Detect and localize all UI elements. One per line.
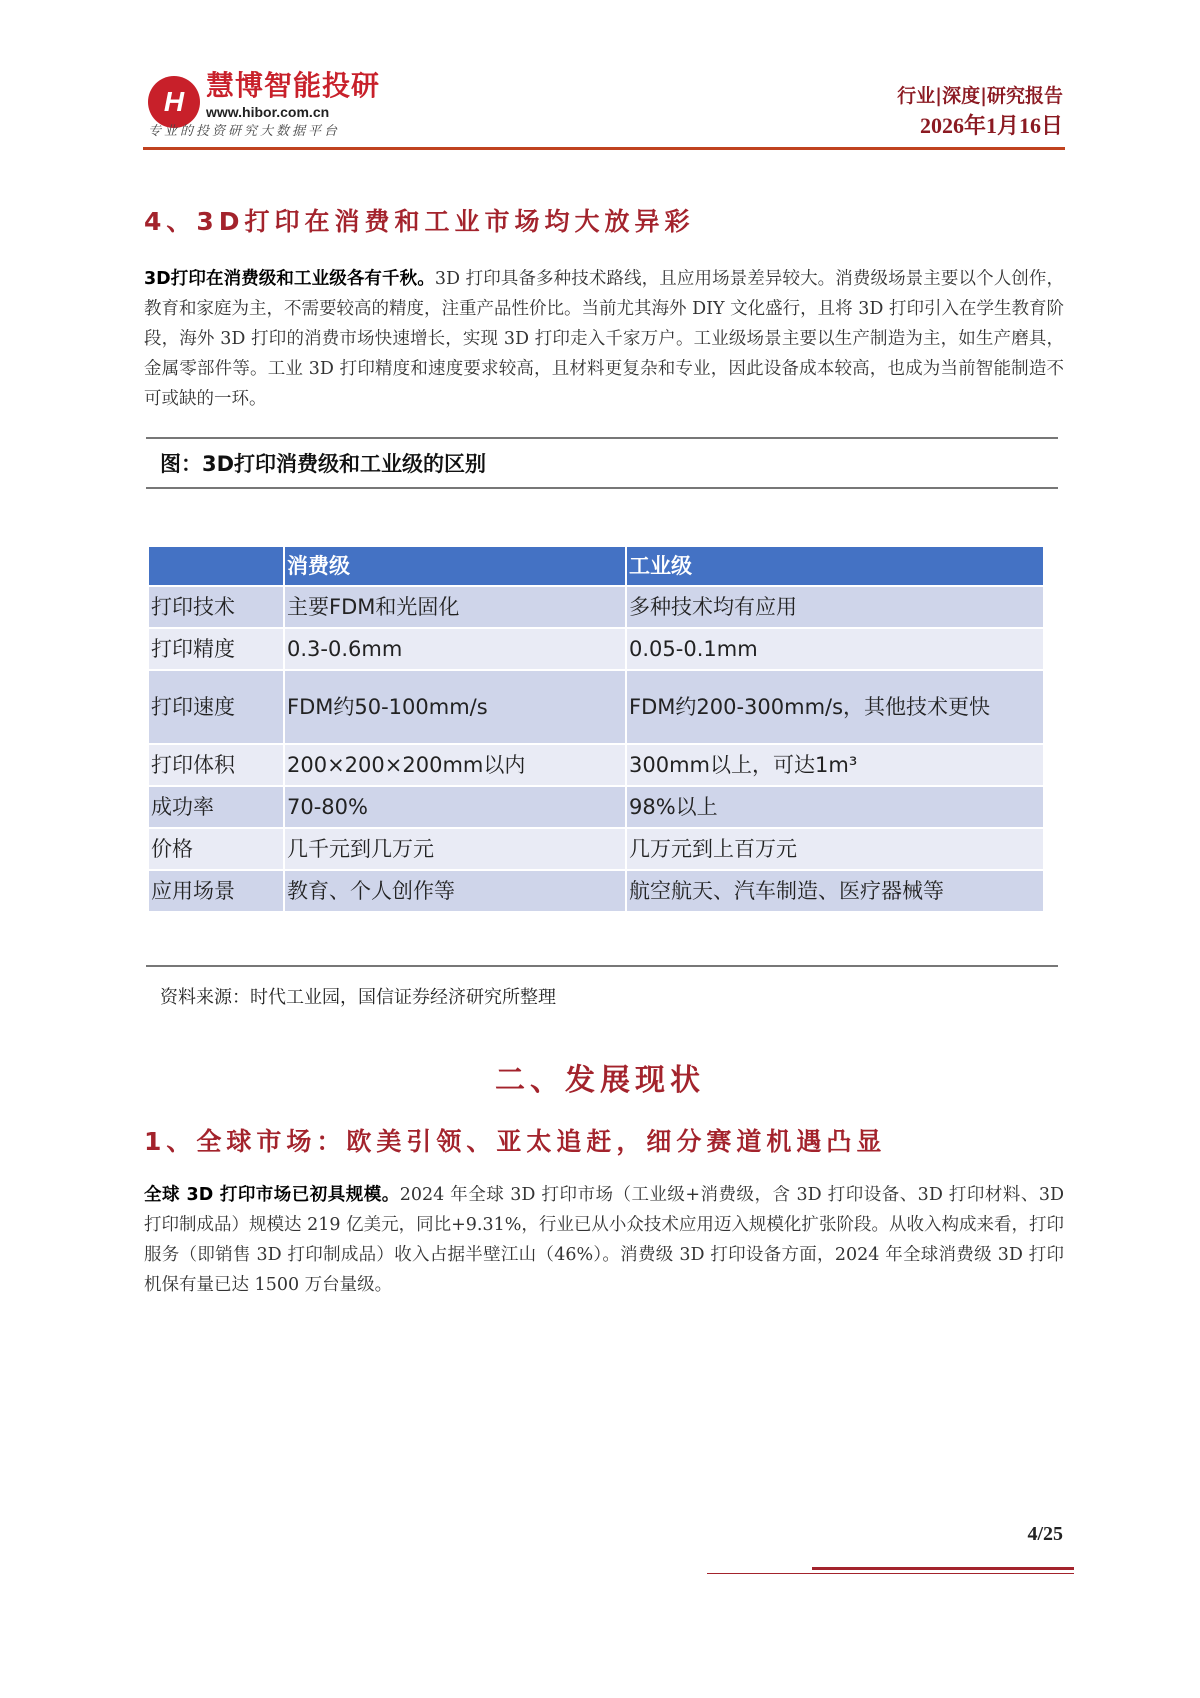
paragraph — [144, 1180, 1064, 1300]
header-cell: 消费级 — [285, 547, 625, 585]
table-cell: 航空航天、汽车制造、医疗器械等 — [627, 871, 1043, 911]
logo-mark: H — [148, 76, 200, 128]
page-number: 4/25 — [1027, 1523, 1063, 1545]
table-cell: 0.3-0.6mm — [285, 629, 625, 669]
header-cell: 工业级 — [627, 547, 1043, 585]
figure-title-rule — [146, 487, 1058, 489]
section-heading: 1、全球市场：欧美引领、亚太追赶，细分赛道机遇凸显 — [144, 1127, 887, 1156]
table-cell: 几万元到上百万元 — [627, 829, 1043, 869]
chapter-heading: 二、发展现状 — [495, 1063, 705, 1098]
logo-url: www.hibor.com.cn — [206, 104, 330, 120]
table-cell: 几千元到几万元 — [285, 829, 625, 869]
figure-top-rule — [146, 437, 1058, 439]
paragraph-body: 3D 打印具备多种技术路线，且应用场景差异较大。消费级场景主要以个人创作，教育和家庭为主，不需要较高的精度，注重产品性价比。当前尤其海外 DIY 文化盛行，且将 3D 打印引入在学生教育阶段，海外 3D 打印的消费市场快速增长，实现 3D 打印走入千家万户。工业级场景主要以生产制造为主，如生产磨具，金属零部件等。工业 3D 打印精度和速度要求较高，且材料更复杂和专业，因此设备成本较高，也成为当前智能制造不可或缺的一环。 — [144, 269, 1064, 409]
table-cell: 0.05-0.1mm — [627, 629, 1043, 669]
section-heading: 4、3D打印在消费和工业市场均大放异彩 — [144, 207, 695, 236]
footer-line-accent — [812, 1567, 1074, 1570]
table-cell: 70-80% — [285, 787, 625, 827]
logo-name: 慧博智能投研 — [206, 69, 381, 102]
table-row — [149, 871, 1043, 911]
row-label: 打印精度 — [149, 629, 283, 669]
table-cell: 300mm以上，可达1m³ — [627, 745, 1043, 785]
table-cell: 多种技术均有应用 — [627, 587, 1043, 627]
figure-source: 资料来源：时代工业园，国信证券经济研究所整理 — [160, 987, 556, 1008]
report-type: 行业|深度|研究报告 — [897, 85, 1063, 107]
table-cell: FDM约50-100mm/s — [285, 671, 625, 743]
report-date: 2026年1月16日 — [919, 113, 1063, 138]
header-divider — [143, 147, 1065, 150]
table-cell: 教育、个人创作等 — [285, 871, 625, 911]
table-cell: 主要FDM和光固化 — [285, 587, 625, 627]
comparison-table — [147, 545, 1045, 913]
row-label: 应用场景 — [149, 871, 283, 911]
table-row — [149, 587, 1043, 627]
paragraph-body: 2024 年全球 3D 打印市场（工业级+消费级，含 3D 打印设备、3D 打印材料、3D 打印制成品）规模达 219 亿美元，同比+9.31%，行业已从小众技术应用迈入规模化扩张阶段。从收入构成来看，打印服务（即销售 3D 打印制成品）收入占据半壁江山（46%）。消费级 3D 打印设备方面，2024 年全球消费级 3D 打印机保有量已达 1500 万台量级。 — [144, 1185, 1064, 1295]
paragraph-lead: 全球 3D 打印市场已初具规模。 — [144, 1185, 400, 1205]
row-label: 价格 — [149, 829, 283, 869]
figure-bottom-rule — [146, 965, 1058, 967]
table-cell: 200×200×200mm以内 — [285, 745, 625, 785]
logo-slogan: 专业的投资研究大数据平台 — [148, 124, 341, 139]
figure-title: 图：3D打印消费级和工业级的区别 — [160, 452, 487, 476]
row-label: 打印体积 — [149, 745, 283, 785]
table-row — [149, 787, 1043, 827]
footer-line — [707, 1573, 1074, 1574]
paragraph-lead: 3D打印在消费级和工业级各有千秋。 — [144, 269, 435, 289]
table-header-row — [149, 547, 1043, 585]
row-label: 打印速度 — [149, 671, 283, 743]
table-row — [149, 629, 1043, 669]
table-row — [149, 671, 1043, 743]
row-label: 成功率 — [149, 787, 283, 827]
paragraph — [144, 264, 1064, 414]
row-label: 打印技术 — [149, 587, 283, 627]
header-cell — [149, 547, 283, 585]
table-row — [149, 745, 1043, 785]
table-cell: FDM约200-300mm/s，其他技术更快 — [627, 671, 1043, 743]
table-row — [149, 829, 1043, 869]
table-cell: 98%以上 — [627, 787, 1043, 827]
